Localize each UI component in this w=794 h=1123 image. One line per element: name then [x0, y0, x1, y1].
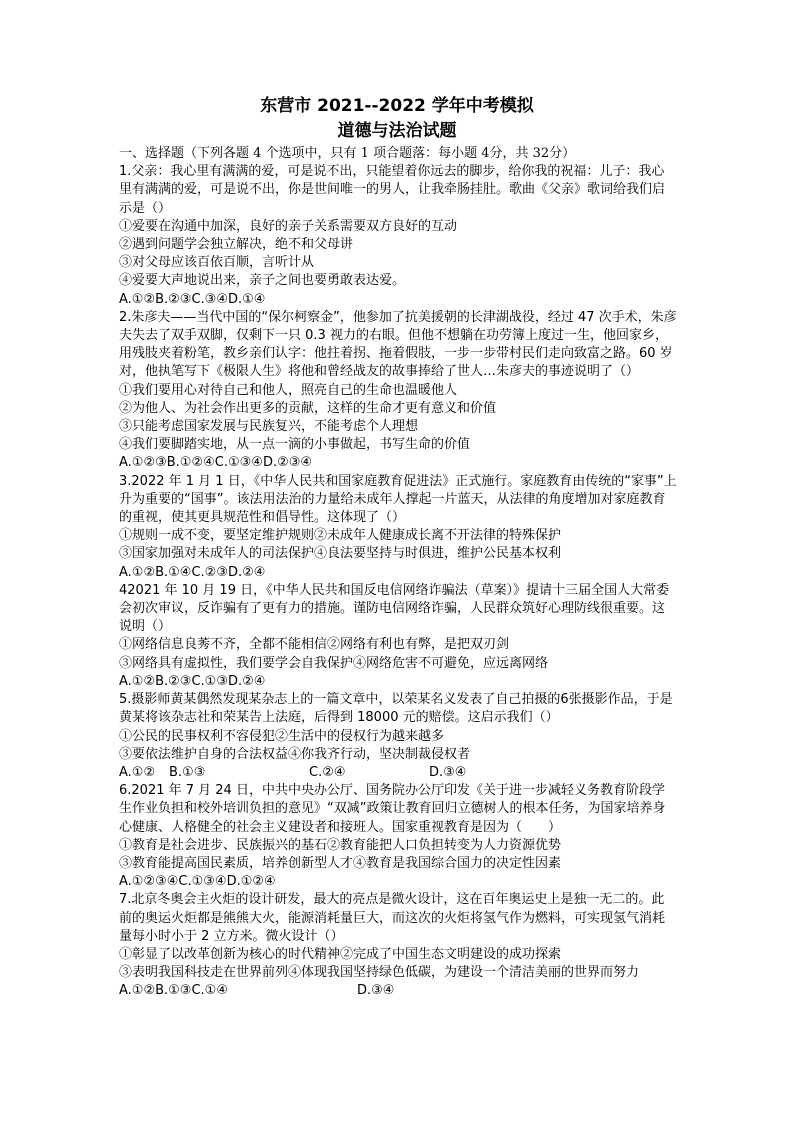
- question-4-item-2: ③网络具有虚拟性，我们要学会自我保护④网络危害不可避免，应远离网络: [119, 655, 549, 671]
- question-4-item-1: ①网络信息良莠不齐，全都不能相信②网络有利也有弊，是把双刃剑: [119, 637, 510, 653]
- question-7-stem: 7.北京冬奥会主火炬的设计研发，最大的亮点是微火设计，这在百年奥运史上是独一无二的。此前的奥运火炬都是熊熊大火，能源消耗量巨大，而这次的火炬将氢气作为燃料，可实现氢气消耗量每小时小于 2 立方米。微火设计（）: [119, 892, 666, 944]
- question-2-item-4: ④我们要脚踏实地，从一点一滴的小事做起，书写生命的价值: [119, 437, 471, 453]
- exam-title: 东营市 2021--2022 学年中考模拟: [260, 96, 534, 116]
- question-3-item-1: ①规则一成不变，要坚定维护规则②未成年人健康成长离不开法律的特殊保护: [119, 528, 562, 544]
- question-7-options: [119, 982, 677, 1000]
- section-heading: 一、选择题（下列各题 4 个选项中，只有 1 项合题落：每小题 4分，共 32分）: [119, 146, 576, 161]
- question-7-option-d: D.③④: [357, 983, 395, 999]
- question-5-option-c: C.②④: [309, 764, 346, 780]
- question-1-item-4: ④爱要大声地说出来，亲子之间也要勇敢表达爱。: [119, 273, 406, 289]
- question-2-stem: 2.朱彦夫——当代中国的“保尔柯察金”，他参加了抗美援朝的长津湖战役，经过 47 次手术，朱彦夫失去了双手双脚，仅剩下一只 0.3 视力的右眼。但他不想躺在功劳簿上度过一生，他回家乡，用残肢夹着粉笔，教乡亲们认字：他拄着拐、拖着假肢，一步一步带村民们走向致富之路。60 岁对，他执笔写下《极限人生》将他和曾经战友的故事捧给了世人…朱彦夫的事迹说明了（）: [119, 309, 677, 380]
- question-5-option-a: A.①②: [119, 764, 156, 780]
- question-4-options: A.①②B.②③C.①③D.②④: [119, 673, 266, 689]
- question-6-options: A.①②③④C.①③④D.①②④: [119, 874, 276, 890]
- exam-content: [119, 145, 677, 1001]
- question-7-item-2: ③表明我国科技走在世界前列④体现我国坚持绿色低碳，为建设一个清洁美丽的世界而努力: [119, 965, 640, 981]
- question-2-item-1: ①我们要用心对待自己和他人，照亮自己的生命也温暖他人: [119, 382, 458, 398]
- question-5-stem: 5.摄影师黄某偶然发现某杂志上的一篇文章中，以荣某名义发表了自己拍摄的6张摄影作品，于是黄某将该杂志社和荣某告上法庭，后得到 18000 元的赔偿。这启示我们（）: [119, 692, 673, 726]
- question-2-item-2: ②为他人、为社会作出更多的贡献，这样的生命才更有意义和价值: [119, 400, 497, 416]
- question-3-options: A.①②B.①④C.②③D.②④: [119, 564, 266, 580]
- question-1-item-1: ①爱要在沟通中加深，良好的亲子关系需要双方良好的互动: [119, 218, 458, 234]
- question-5-item-1: ①公民的民事权利不容侵犯②生活中的侵权行为越来越多: [119, 728, 445, 744]
- question-4-stem: 42021 年 10 月 19 日，《中华人民共和国反电信网络诈骗法（草案）》提请十三届全国人大常委会初次审议，反诈骗有了更有力的措施。谨防电信网络诈骗，人民群众筑好心理防线很重要。这说明（）: [119, 582, 670, 635]
- question-2-item-3: ③只能考虑国家发展与民族复兴，不能考虑个人理想: [119, 419, 419, 435]
- exam-subtitle: 道德与法治试题: [337, 121, 457, 141]
- question-5-options: [119, 764, 677, 782]
- question-1-options: A.①②B.②③C.③④D.①④: [119, 291, 266, 307]
- question-5-option-b: B.①③: [169, 764, 206, 780]
- question-6-item-1: ①教育是社会进步、民族振兴的基石②教育能把人口负担转变为人力资源优势: [119, 837, 562, 853]
- question-5-item-2: ③要依法维护自身的合法权益④你我齐行动，坚决制裁侵权者: [119, 746, 471, 762]
- question-1-item-2: ②遇到问题学会独立解决，绝不和父母讲: [119, 237, 354, 253]
- question-7-item-1: ①彰显了以改革创新为核心的时代精神②完成了中国生态文明建设的成功探索: [119, 946, 562, 962]
- question-2-options: A.①②③B.①②④C.①③④D.②③④: [119, 455, 313, 471]
- question-3-stem: 3.2022 年 1 月 1 日，《中华人民共和国家庭教育促进法》正式施行。家庭教育由传统的“家事”上升为重要的“国事”。该法用法治的力量给未成年人撑起一片蓝天，从法律的角度增加对家庭教育的重视，使其更具规范性和倡导性。这体现了（）: [119, 473, 677, 526]
- question-6-stem: 6.2021 年 7 月 24 日，中共中央办公厅、国务院办公厅印发《关于进一步减轻义务教育阶段学生作业负担和校外培训负担的意见》“双减”政策让教育回归立德树人的根本任务，为国家培养身心健康、人格健全的社会主义建设者和接班人。国家重视教育是因为（ ）: [119, 783, 666, 835]
- question-1-item-3: ③对父母应该百依百顺，言听计从: [119, 255, 315, 271]
- question-6-item-2: ③教育能提高国民素质，培养创新型人才④教育是我国综合国力的决定性因素: [119, 855, 562, 871]
- question-1-stem: 1.父亲：我心里有满满的爱，可是说不出，只能望着你远去的脚步，给你我的祝福：儿子：我心里有满满的爱，可是说不出，你是世间唯一的男人，让我牵肠挂肚。歌曲《父亲》歌词给我们启示是（）: [119, 164, 666, 216]
- question-3-item-2: ③国家加强对未成年人的司法保护④良法要坚持与时俱进，维护公民基本权利: [119, 546, 562, 562]
- question-7-options-abc: A.①②B.①③C.①④: [119, 983, 228, 999]
- question-5-option-d: D.③④: [429, 764, 467, 780]
